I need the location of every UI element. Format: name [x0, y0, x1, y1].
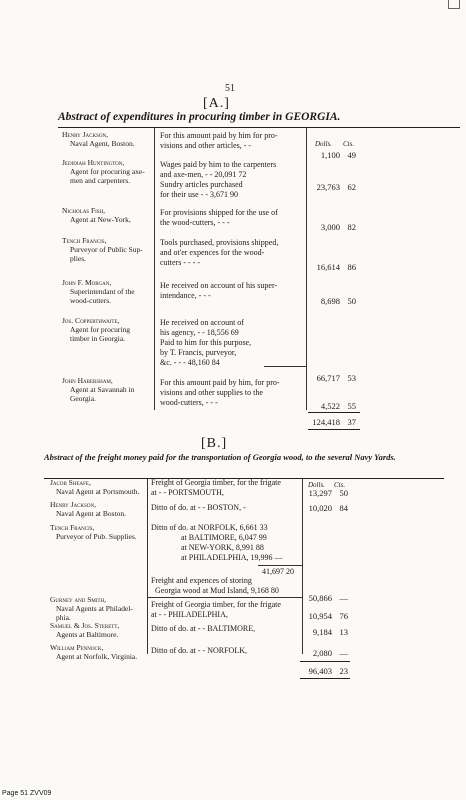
entry-b-3-text	[151, 600, 281, 620]
column-divider	[306, 128, 307, 410]
amount-cts: 53	[347, 373, 356, 383]
entry-a-6-text	[160, 378, 280, 408]
text-line: For this amount paid by him for pro-	[160, 131, 278, 140]
entry-name: Samuel & Jos. Sterett,	[50, 621, 120, 630]
entry-b-0-text	[151, 478, 281, 498]
entry-a-3-text	[160, 238, 278, 268]
entry-a-3	[62, 236, 154, 263]
amount-dolls: 3,000	[320, 222, 340, 232]
entry-desc: Agent for procuring timber in Georgia.	[70, 325, 130, 343]
entry-b-4	[50, 621, 147, 639]
section-b-title: Abstract of the freight money paid for the transportation of Georgia wood, to the several Navy Yards.	[44, 452, 396, 462]
text-line: at PHILADELPHIA, 19,996 —	[181, 553, 283, 562]
amount-cts: 82	[347, 222, 356, 232]
total-cts: 37	[347, 417, 356, 427]
entry-name: Jedidiah Huntington,	[62, 158, 125, 167]
text-line: for their use - - 3,671 90	[160, 190, 238, 199]
text-line: Paid to him for this purpose,	[160, 338, 252, 347]
page-footer: Page 51 ZVV09	[2, 790, 52, 797]
text-line: Ditto of do. at - - BOSTON, -	[151, 503, 246, 512]
amount-cts: 49	[347, 150, 356, 160]
entry-a-2-text	[160, 208, 278, 228]
subtotal-rule	[264, 366, 306, 367]
text-line: wood-cutters, - - -	[160, 398, 218, 407]
text-line: Ditto of do. at NORFOLK, 6,661 33	[151, 523, 268, 532]
amount-cts: —	[339, 593, 348, 603]
text-line: Ditto of do. at - - NORFOLK,	[151, 646, 247, 655]
entry-a-1-text	[160, 160, 276, 200]
amount-cts: 76	[339, 611, 348, 621]
amount-dolls: 23,763	[316, 182, 340, 192]
header-dolls: Dolls.	[308, 481, 325, 489]
text-line: For this amount paid by him, for pro-	[160, 378, 280, 387]
entry-a-4	[62, 278, 154, 305]
entry-a-4-text	[160, 281, 277, 301]
text-line: 41,697 20	[262, 567, 294, 576]
text-line: by T. Francis, purveyor,	[160, 348, 237, 357]
text-line: at NEW-YORK, 8,991 88	[181, 543, 264, 552]
text-line: Freight of Georgia timber, for the frigate	[151, 478, 281, 487]
entry-name: Jos. Copperthwaite,	[62, 316, 120, 325]
entry-a-0-text	[160, 131, 278, 151]
entry-name: Jacob Sheafe,	[50, 478, 91, 487]
entry-desc: Naval Agents at Philadel- phia.	[56, 604, 133, 622]
entry-desc: Agents at Baltimore.	[56, 630, 119, 639]
amount-cts: 55	[347, 401, 356, 411]
amount-cts: 13	[339, 627, 348, 637]
text-line: He received on account of	[160, 318, 244, 327]
amount-dolls: 9,184	[312, 627, 332, 637]
entry-name: William Pennock,	[50, 643, 104, 652]
entry-name: John F. Morgan,	[62, 278, 112, 287]
text-line: visions and other supplies to the	[160, 388, 263, 397]
amount-dolls: 1,100	[320, 150, 340, 160]
entry-b-5	[50, 643, 147, 661]
entry-b-4-text	[151, 624, 255, 634]
total-dolls: 124,418	[312, 417, 340, 427]
text-line: visions and other articles, - -	[160, 141, 252, 150]
text-line: Freight of Georgia timber, for the frigate	[151, 600, 281, 609]
text-line: Ditto of do. at - - BALTIMORE,	[151, 624, 256, 633]
entry-b-1-text	[151, 503, 246, 513]
entry-name: Henry Jackson,	[50, 500, 96, 509]
entry-b-3	[50, 595, 147, 622]
text-line: cutters - - - -	[160, 258, 200, 267]
total-rule	[308, 429, 360, 430]
entry-desc: Naval Agent, Boston.	[70, 139, 135, 148]
amount-cts: 62	[347, 182, 356, 192]
entry-a-0	[62, 130, 154, 148]
entry-b-1	[50, 500, 147, 518]
total-rule	[308, 412, 360, 413]
amount-dolls: 10,020	[308, 503, 332, 513]
entry-desc: Agent at Norfolk, Virginia.	[56, 652, 138, 661]
entry-desc: Agent at Savannah in Georgia.	[70, 385, 135, 403]
entry-desc: Naval Agent at Portsmouth.	[56, 487, 140, 496]
total-rule	[300, 661, 350, 662]
entry-desc: Naval Agent at Boston.	[56, 509, 126, 518]
total-cts: 23	[339, 666, 348, 676]
page-number: 51	[225, 83, 235, 94]
corner-mark	[448, 0, 460, 9]
entry-name: Henry Jackson,	[62, 130, 108, 139]
entry-a-5-text	[160, 318, 251, 368]
entry-desc: Superintendant of the wood-cutters.	[70, 287, 135, 305]
amount-cts: 50	[347, 296, 356, 306]
amount-dolls: 2,080	[312, 648, 332, 658]
amount-cts: 50	[339, 488, 348, 498]
text-line: at BALTIMORE, 6,047 99	[181, 533, 267, 542]
text-line: Freight and expences of storing	[151, 576, 252, 585]
text-line: Sundry articles purchased	[160, 180, 243, 189]
entry-b-2-storage	[151, 576, 279, 596]
entry-a-6	[62, 376, 154, 403]
subtotal-rule	[258, 565, 302, 566]
entry-b-2-text	[151, 523, 283, 563]
entry-desc: Purveyor of Pub. Supplies.	[56, 532, 137, 541]
text-line: and ot'er expences for the wood-	[160, 248, 265, 257]
total-rule	[300, 678, 350, 679]
text-line: the wood-cutters, - - -	[160, 218, 230, 227]
text-line: For provisions shipped for the use of	[160, 208, 278, 217]
text-line: &c. - - - 48,160 84	[160, 358, 220, 367]
text-line: intendance, - - -	[160, 291, 211, 300]
amount-cts: 86	[347, 262, 356, 272]
amount-dolls: 66,717	[316, 373, 340, 383]
amount-dolls: 50,866	[308, 593, 332, 603]
entry-a-2	[62, 206, 154, 224]
text-line: Wages paid by him to the carpenters	[160, 160, 277, 169]
text-line: and axe-men, - - 20,091 72	[160, 170, 247, 179]
amount-dolls: 4,522	[320, 401, 340, 411]
entry-b-5-text	[151, 646, 247, 656]
entry-name: Tench Francis,	[62, 236, 107, 245]
entry-name: John Habersham,	[62, 376, 113, 385]
header-cts: Cts.	[343, 140, 355, 148]
header-cts: Cts.	[334, 481, 346, 489]
amount-dolls: 10,954	[308, 611, 332, 621]
section-a-label: [A.]	[203, 96, 230, 111]
rule	[148, 597, 302, 598]
column-divider	[154, 128, 155, 410]
entry-b-2	[50, 523, 147, 541]
entry-desc: Agent at New-York,	[70, 215, 131, 224]
section-a-title: Abstract of expenditures in procuring timber in GEORGIA.	[58, 111, 341, 123]
text-line: Tools purchased, provisions shipped,	[160, 238, 279, 247]
amount-cts: —	[339, 648, 348, 658]
text-line: Georgia wood at Mud Island, 9,168 80	[155, 586, 279, 595]
header-dolls: Dolls.	[315, 140, 332, 148]
text-line: at - - PORTSMOUTH,	[151, 488, 224, 497]
entry-desc: Agent for procuring axe- men and carpenters.	[70, 167, 145, 185]
amount-dolls: 13,297	[308, 488, 332, 498]
rule	[58, 127, 460, 128]
entry-name: Nicholas Fish,	[62, 206, 106, 215]
amount-cts: 84	[339, 503, 348, 513]
entry-a-5	[62, 316, 154, 343]
entry-desc: Purveyor of Public Sup- plies.	[70, 245, 143, 263]
column-divider	[147, 479, 148, 654]
entry-name: Tench Francis,	[50, 523, 95, 532]
text-line: at - - PHILADELPHIA,	[151, 610, 228, 619]
entry-a-1	[62, 158, 154, 185]
text-line: He received on account of his super-	[160, 281, 278, 290]
amount-dolls: 16,614	[316, 262, 340, 272]
entry-b-0	[50, 478, 147, 496]
section-b-label: [B.]	[201, 436, 228, 451]
total-dolls: 96,403	[308, 666, 332, 676]
amount-dolls: 8,698	[320, 296, 340, 306]
entry-name: Gurney and Smith,	[50, 595, 107, 604]
text-line: his agency, - - 18,556 69	[160, 328, 239, 337]
